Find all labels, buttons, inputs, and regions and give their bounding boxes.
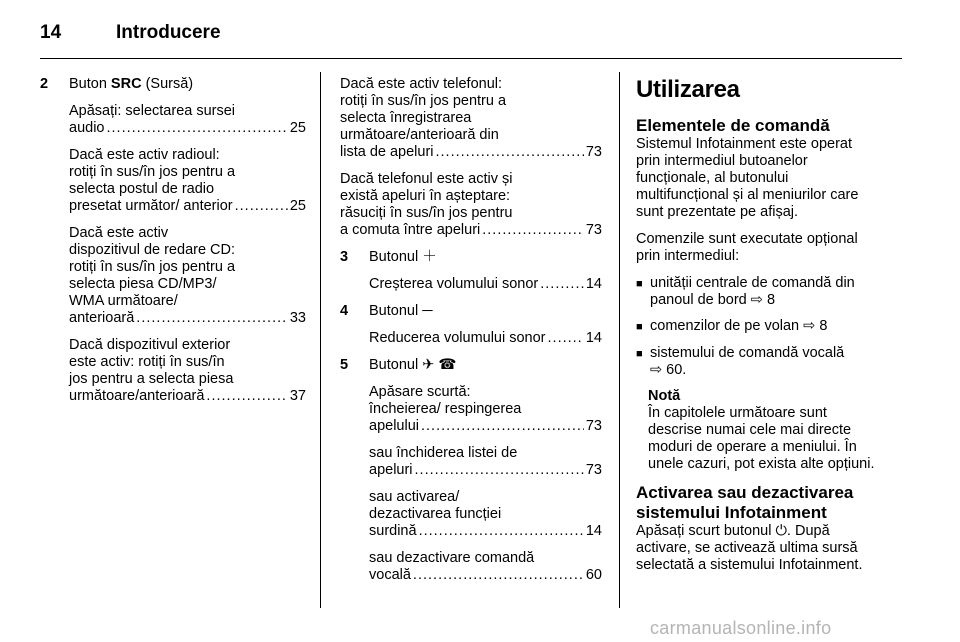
entry-text: Dacă este activ radioul: rotiți în sus/în jos pentru a selecta postul de radio bbox=[69, 147, 236, 197]
bullet-item bbox=[636, 318, 902, 336]
toc-entry bbox=[369, 384, 602, 435]
entry-label: audio bbox=[69, 120, 105, 136]
item-label: Butonul ─ bbox=[369, 303, 433, 319]
page-header bbox=[40, 22, 221, 44]
page-ref[interactable]: 73 bbox=[585, 144, 602, 160]
page-ref[interactable]: 33 bbox=[289, 310, 306, 326]
entry-text: Apăsare scurtă: încheierea/ respingerea bbox=[369, 384, 522, 417]
section-heading: Utilizarea bbox=[636, 76, 740, 103]
column-divider-2 bbox=[619, 72, 620, 608]
bullet-icon: ■ bbox=[636, 348, 643, 360]
item-number: 5 bbox=[340, 357, 349, 373]
bullet-text: unității centrale de comandă din panoul de bord ⇨ 8 bbox=[650, 275, 855, 308]
bullet-icon: ■ bbox=[636, 278, 643, 290]
bullet-item bbox=[636, 275, 902, 309]
entry-label: apeluri bbox=[369, 462, 413, 478]
note-title: Notă bbox=[648, 388, 681, 404]
entry-label: Reducerea volumului sonor bbox=[369, 330, 546, 346]
toc-entry bbox=[369, 445, 602, 479]
entry-label: Creșterea volumului sonor bbox=[369, 276, 539, 292]
entry-label: apelului bbox=[369, 418, 419, 434]
chapter-title: Introducere bbox=[116, 22, 221, 43]
entry-text: Dacă este activ dispozitivul de redare CD: rotiți în sus/în jos pentru a selecta piesa CD/MP3/ WMA următoare/ bbox=[69, 225, 236, 309]
item-label-bold: SRC bbox=[110, 76, 142, 92]
entry-label: lista de apeluri bbox=[340, 144, 434, 160]
toc-entry bbox=[369, 276, 602, 293]
entry-text: Dacă dispozitivul exterior este activ: rotiți în sus/în jos pentru a selecta piesa bbox=[69, 337, 234, 387]
item-label-post: (Sursă) bbox=[141, 76, 194, 92]
item-number: 2 bbox=[40, 76, 49, 92]
item-2 bbox=[40, 76, 306, 93]
item-number: 3 bbox=[340, 249, 349, 265]
toc-entry bbox=[69, 225, 306, 327]
column-2 bbox=[340, 76, 602, 594]
page-ref[interactable]: 60 bbox=[585, 567, 602, 583]
entry-label: surdină bbox=[369, 523, 417, 539]
item-label: Butonul ✈ ☎ bbox=[369, 357, 457, 373]
entry-text: sau dezactivare comandă bbox=[369, 550, 535, 566]
entry-text: sau închiderea listei de bbox=[369, 445, 518, 461]
item-4 bbox=[340, 303, 602, 320]
paragraph: Sistemul Infotainment este operat prin intermediul butoanelor funcționale, al butonului multifuncțional și al meniurilor care sunt prezentate pe afișaj. bbox=[636, 136, 859, 220]
entry-label: vocală bbox=[369, 567, 411, 583]
toc-entry bbox=[69, 103, 306, 137]
page-ref[interactable]: 14 bbox=[585, 523, 602, 539]
item-label: Butonul ＋ bbox=[369, 249, 437, 265]
entry-label: presetat următor/ anterior bbox=[69, 198, 233, 214]
page-ref[interactable]: 14 bbox=[585, 276, 602, 292]
page-ref[interactable]: 14 bbox=[585, 330, 602, 346]
page-ref[interactable]: 73 bbox=[585, 462, 602, 478]
toc-entry bbox=[340, 76, 602, 161]
column-1 bbox=[40, 76, 306, 415]
page-ref[interactable]: 25 bbox=[289, 198, 306, 214]
entry-label: următoare/anterioară bbox=[69, 388, 205, 404]
subsection-heading: Activarea sau dezactivarea sistemului Infotainment bbox=[636, 483, 854, 522]
toc-entry bbox=[340, 171, 602, 239]
page-ref[interactable]: 73 bbox=[585, 418, 602, 434]
note-box bbox=[648, 388, 902, 473]
entry-label: anterioară bbox=[69, 310, 135, 326]
item-number: 4 bbox=[340, 303, 349, 319]
watermark: carmanualsonline.info bbox=[650, 618, 832, 638]
entry-text: Apăsați: selectarea sursei bbox=[69, 103, 236, 119]
column-3 bbox=[636, 76, 902, 584]
toc-entry bbox=[369, 489, 602, 540]
bullet-icon: ■ bbox=[636, 321, 643, 333]
toc-entry bbox=[69, 337, 306, 405]
entry-label: a comuta între apeluri bbox=[340, 222, 481, 238]
header-rule bbox=[40, 58, 902, 59]
note-text: În capitolele următoare sunt descrise numai cele mai directe moduri de operare a meniului. În unele cazuri, pot exista alte opțiuni. bbox=[648, 405, 875, 472]
subsection-heading: Elementele de comandă bbox=[636, 116, 830, 135]
item-5 bbox=[340, 357, 602, 374]
toc-entry bbox=[369, 330, 602, 347]
page-number: 14 bbox=[40, 22, 62, 43]
paragraph: Apăsați scurt butonul ⏻. După activare, se activează ultima sursă selectată a sistemului Infotainment. bbox=[636, 523, 863, 573]
entry-text: Dacă telefonul este activ și există apeluri în așteptare: răsuciți în sus/în jos pentru bbox=[340, 171, 513, 221]
entry-text: Dacă este activ telefonul: rotiți în sus/în jos pentru a selecta înregistrarea următoare/anterioară din bbox=[340, 76, 507, 143]
paragraph: Comenzile sunt executate opțional prin intermediul: bbox=[636, 231, 858, 264]
item-3 bbox=[340, 249, 602, 266]
page-ref[interactable]: 37 bbox=[289, 388, 306, 404]
bullet-text: comenzilor de pe volan ⇨ 8 bbox=[650, 318, 828, 334]
column-divider-1 bbox=[320, 72, 321, 608]
toc-entry bbox=[69, 147, 306, 215]
toc-entry bbox=[369, 550, 602, 584]
item-label-pre: Buton bbox=[69, 76, 111, 92]
bullet-text: sistemului de comandă vocală ⇨ 60. bbox=[650, 345, 845, 378]
entry-text: sau activarea/ dezactivarea funcției bbox=[369, 489, 502, 522]
page-ref[interactable]: 73 bbox=[585, 222, 602, 238]
page-ref[interactable]: 25 bbox=[289, 120, 306, 136]
bullet-item bbox=[636, 345, 902, 379]
